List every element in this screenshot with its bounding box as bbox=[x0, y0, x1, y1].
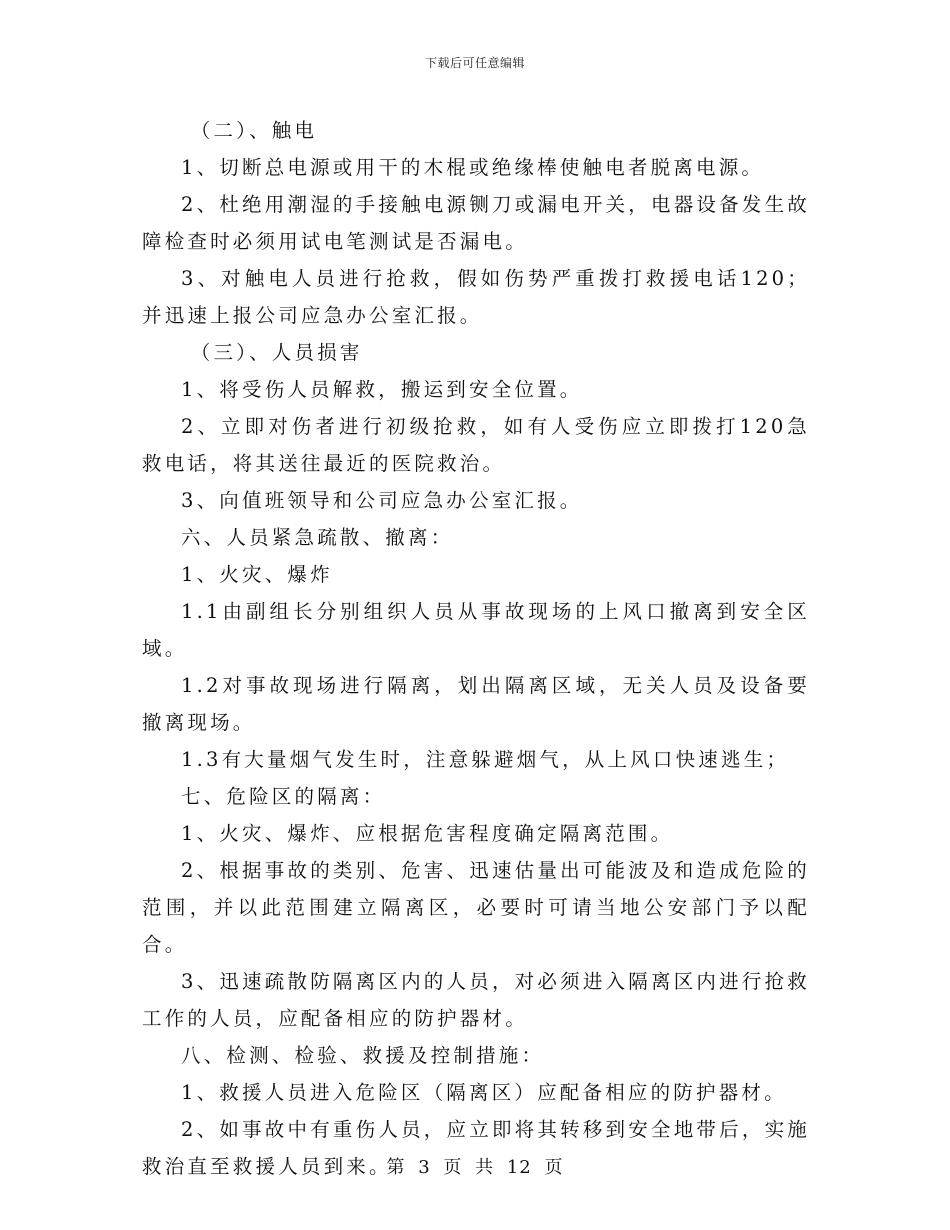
paragraph: 1、救援人员进入危险区（隔离区）应配备相应的防护器材。 bbox=[181, 1081, 787, 1104]
paragraph: 1、火灾、爆炸 bbox=[181, 563, 333, 586]
paragraph: 2、立即对伤者进行初级抢救，如有人受伤应立即拨打120急救电话，将其送往最近的医院救治。 bbox=[142, 415, 810, 475]
header-note: 下载后可任意编辑 bbox=[424, 56, 525, 70]
page-footer: 第 3 页 共 12 页 bbox=[386, 1157, 564, 1178]
section-heading-personal-injury: （三）、人员损害 bbox=[190, 341, 363, 364]
section-heading-isolation: 七、危险区的隔离： bbox=[181, 785, 386, 808]
paragraph: 2、如事故中有重伤人员，应立即将其转移到安全地带后，实施救治直至救援人员到来。 bbox=[142, 1118, 810, 1178]
paragraph: 3、对触电人员进行抢救，假如伤势严重拨打救援电话120；并迅速上报公司应急办公室汇报。 bbox=[142, 267, 810, 327]
paragraph: 1、将受伤人员解救，搬运到安全位置。 bbox=[181, 378, 583, 401]
paragraph: 3、迅速疏散防隔离区内的人员，对必须进入隔离区内进行抢救工作的人员，应配备相应的防护器材。 bbox=[142, 970, 810, 1030]
paragraph: 1、火灾、爆炸、应根据危害程度确定隔离范围。 bbox=[181, 822, 674, 845]
section-heading-evacuation: 六、人员紧急疏散、撤离： bbox=[181, 526, 454, 549]
paragraph: 1.1由副组长分别组织人员从事故现场的上风口撤离到安全区域。 bbox=[142, 600, 810, 660]
paragraph: 2、杜绝用潮湿的手接触电源铡刀或漏电开关，电器设备发生故障检查时必须用试电笔测试是否漏电。 bbox=[142, 193, 810, 253]
paragraph: 3、向值班领导和公司应急办公室汇报。 bbox=[181, 489, 583, 512]
paragraph: 1.3有大量烟气发生时，注意躲避烟气，从上风口快速逃生； bbox=[181, 748, 790, 771]
paragraph: 1.2对事故现场进行隔离，划出隔离区域，无关人员及设备要撤离现场。 bbox=[142, 674, 810, 734]
paragraph: 2、根据事故的类别、危害、迅速估量出可能波及和造成危险的范围，并以此范围建立隔离区，必要时可请当地公安部门予以配合。 bbox=[142, 859, 810, 956]
section-heading-rescue-measures: 八、检测、检验、救援及控制措施： bbox=[181, 1044, 545, 1067]
paragraph: 1、切断总电源或用干的木棍或绝缘棒使触电者脱离电源。 bbox=[181, 156, 765, 179]
document-body bbox=[142, 112, 810, 1185]
section-heading-electric-shock: （二）、触电 bbox=[190, 119, 318, 142]
